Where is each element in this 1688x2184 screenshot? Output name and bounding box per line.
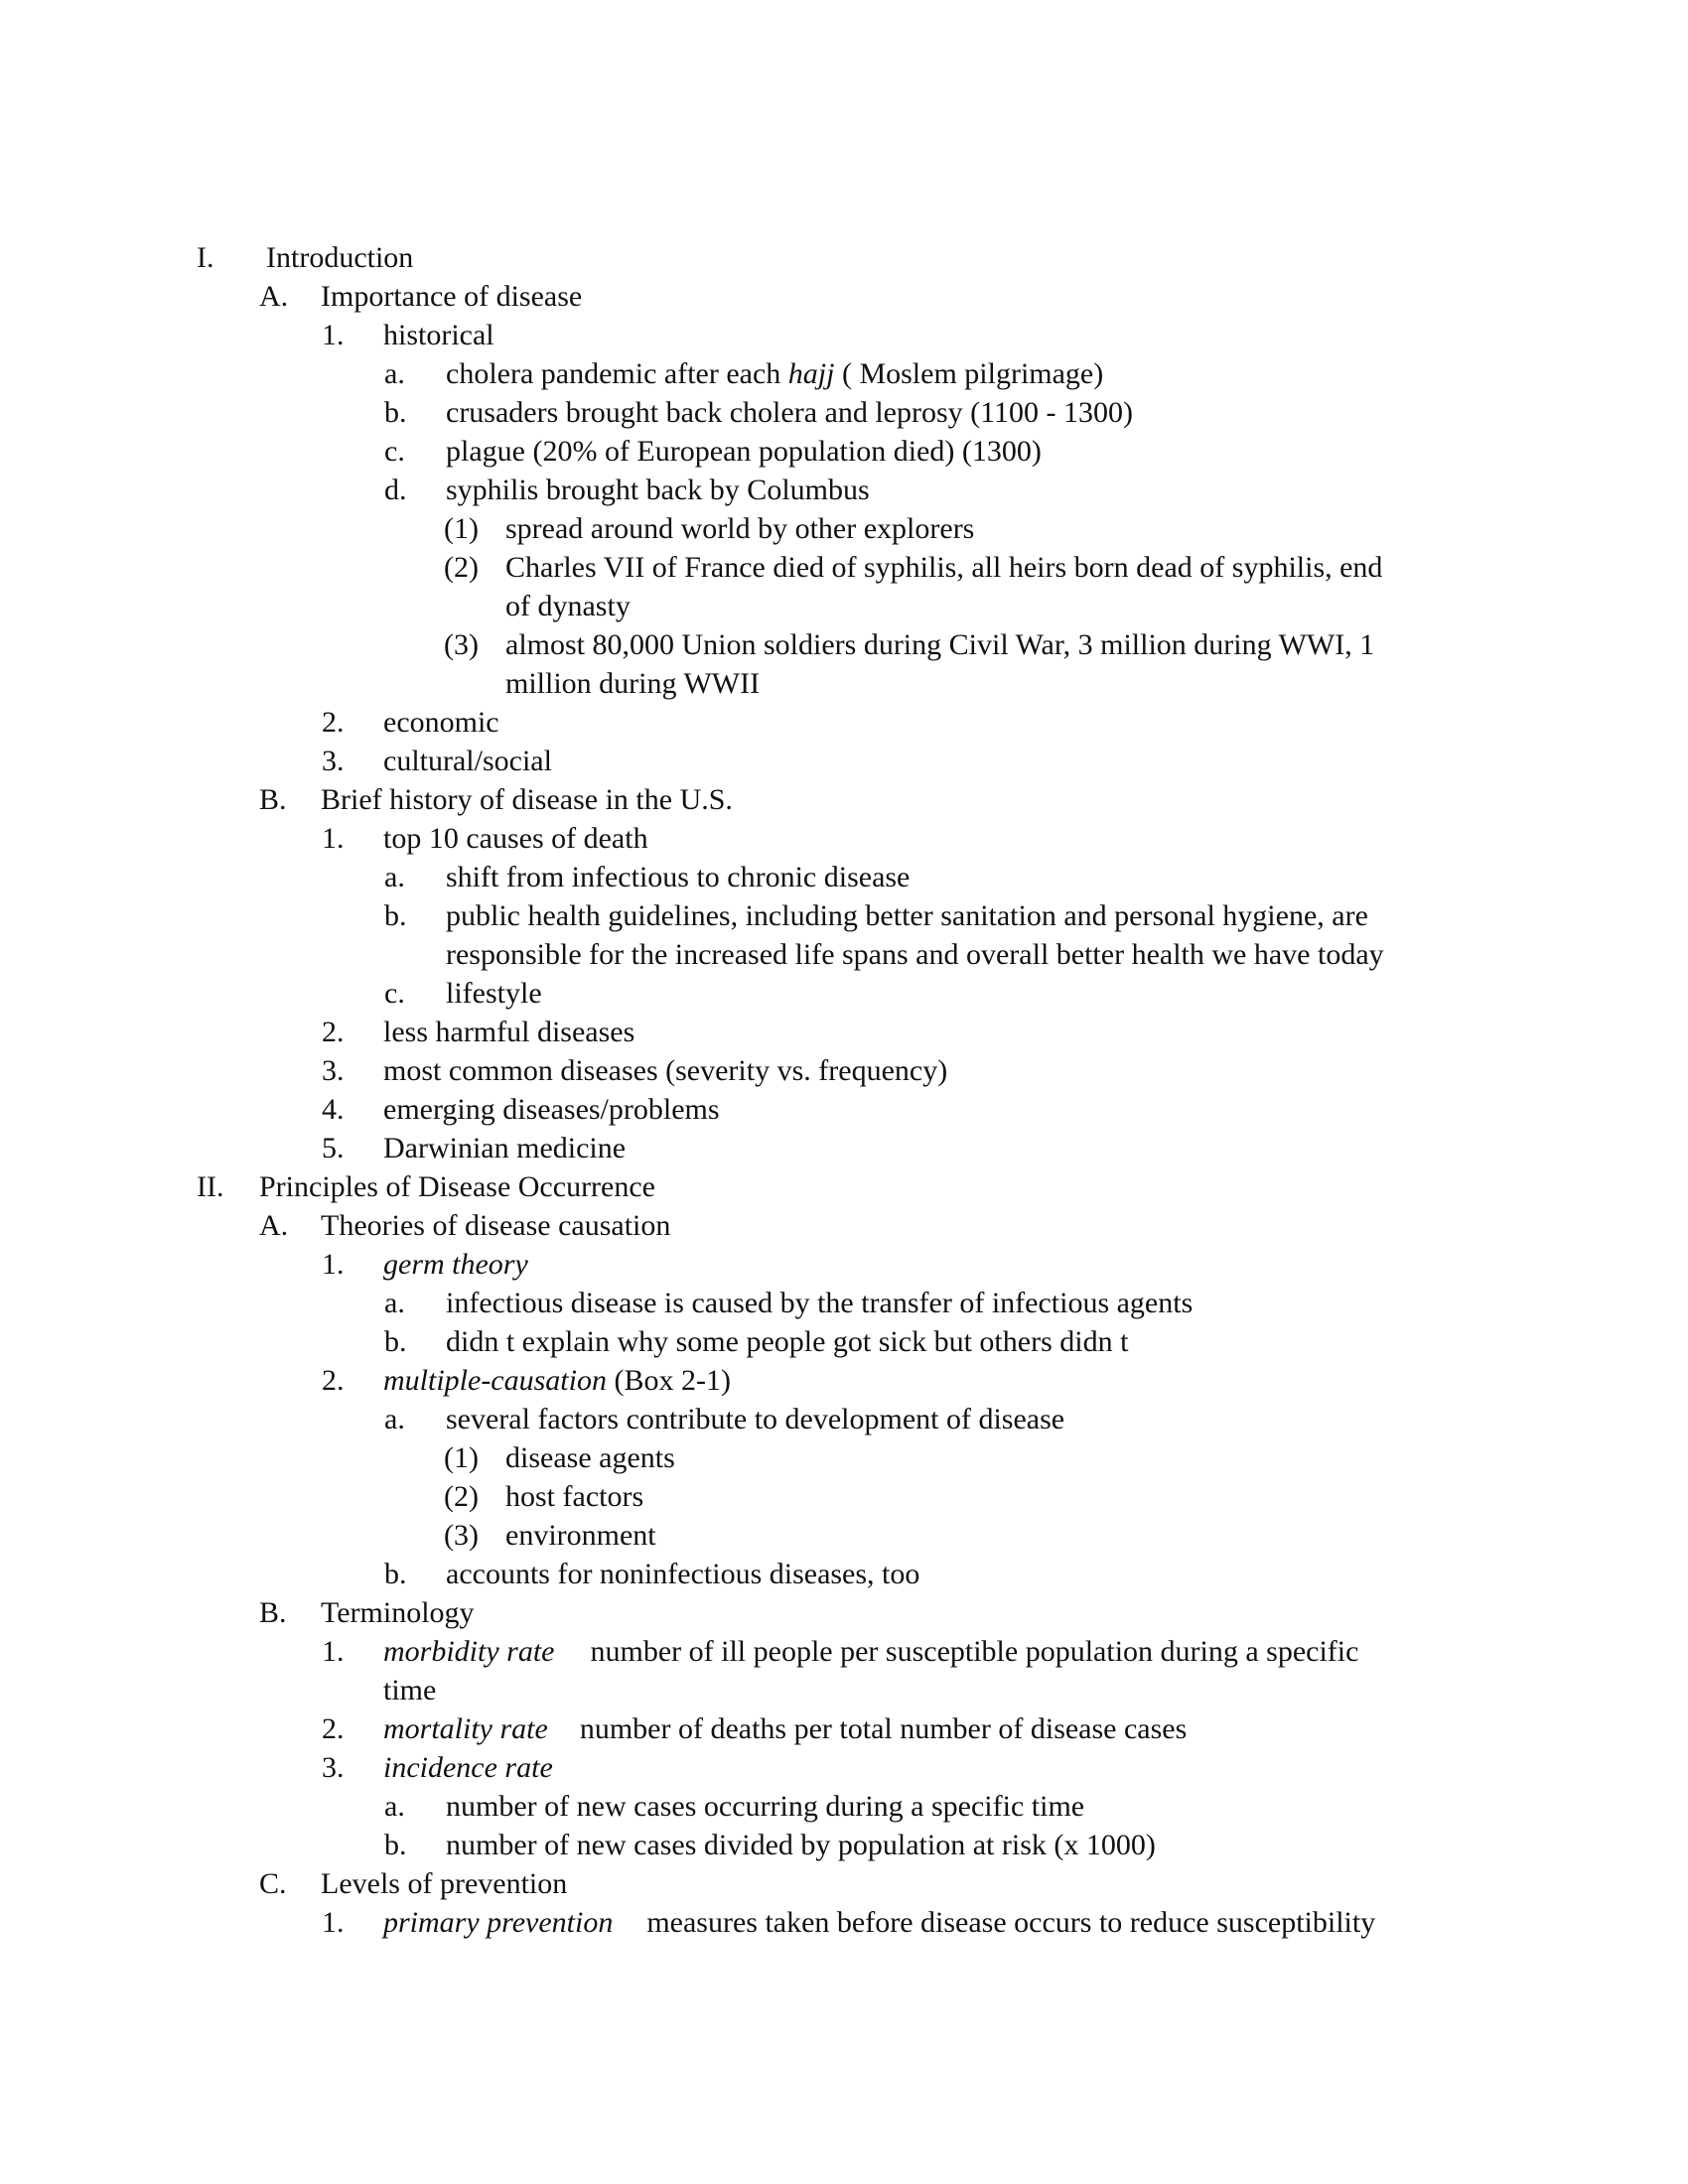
- outline-marker: 3.: [322, 1054, 345, 1087]
- outline-text: [383, 1903, 1375, 1942]
- outline-item: [444, 1516, 1238, 1555]
- outline-text: time: [383, 1674, 437, 1706]
- outline-item: [322, 1245, 1116, 1284]
- outline-marker: c.: [384, 435, 405, 468]
- outline-text: public health guidelines, including better sanitation and personal hygiene, are: [446, 899, 1368, 932]
- outline-marker: a.: [384, 1287, 405, 1319]
- text-run: ( Moslem pilgrimage): [834, 357, 1104, 390]
- outline-text: [446, 354, 1103, 393]
- outline-text: disease agents: [505, 1441, 675, 1474]
- outline-item: [322, 1090, 1116, 1129]
- outline-text: Principles of Disease Occurrence: [259, 1170, 655, 1203]
- outline-text: [383, 1361, 731, 1400]
- outline-text: top 10 causes of death: [383, 822, 648, 855]
- term-italic: hajj: [787, 357, 835, 390]
- outline-text: Charles VII of France died of syphilis, all heirs born dead of syphilis, end: [505, 551, 1383, 584]
- outline-marker: (3): [444, 1519, 479, 1552]
- outline-item: [322, 316, 917, 354]
- outline-item: [259, 1206, 1153, 1245]
- outline-item: [444, 625, 1536, 664]
- outline-marker: (2): [444, 551, 479, 584]
- outline-marker: b.: [384, 1325, 407, 1358]
- term-italic: multiple-causation: [383, 1364, 607, 1397]
- outline-text: Darwinian medicine: [383, 1132, 627, 1164]
- outline-text: of dynasty: [505, 590, 631, 622]
- outline-item: [322, 1013, 1116, 1051]
- outline-marker: (1): [444, 512, 479, 545]
- outline-item: [322, 1361, 1215, 1400]
- outline-item: [259, 1864, 1054, 1903]
- outline-marker: 2.: [322, 1364, 345, 1397]
- outline-marker: 2.: [322, 1712, 345, 1745]
- definition-text: number of deaths per total number of disease cases: [579, 1712, 1188, 1745]
- outline-text: Brief history of disease in the U.S.: [321, 783, 733, 816]
- outline-text: million during WWII: [505, 667, 761, 700]
- outline-marker: II.: [197, 1170, 224, 1203]
- text-run: (Box 2-1): [606, 1364, 731, 1397]
- outline-item: [384, 858, 1477, 896]
- outline-text: shift from infectious to chronic disease: [446, 861, 911, 893]
- outline-item: [444, 509, 1536, 548]
- outline-text: historical: [383, 319, 494, 351]
- outline-text: [383, 1748, 553, 1787]
- outline-text: most common diseases (severity vs. frequency): [383, 1054, 948, 1087]
- outline-marker: 2.: [322, 1016, 345, 1048]
- outline-marker: d.: [384, 474, 407, 506]
- outline-item: [322, 1632, 1563, 1671]
- outline-marker: B.: [259, 1596, 287, 1629]
- outline-item: [322, 1903, 1613, 1942]
- outline-item: [384, 1400, 1477, 1438]
- outline-item: [384, 1322, 1477, 1361]
- outline-text: almost 80,000 Union soldiers during Civil War, 3 million during WWI, 1: [505, 628, 1375, 661]
- outline-marker: 4.: [322, 1093, 345, 1126]
- outline-marker: a.: [384, 1790, 405, 1823]
- outline-marker: 1.: [322, 1635, 345, 1668]
- outline-item: [322, 1051, 1215, 1090]
- outline-marker: B.: [259, 783, 287, 816]
- definition-text: measures taken before disease occurs to reduce susceptibility: [646, 1906, 1376, 1939]
- outline-item: [322, 703, 917, 742]
- outline-marker: 1.: [322, 1906, 345, 1939]
- outline-marker: 1.: [322, 1248, 345, 1281]
- outline-text: emerging diseases/problems: [383, 1093, 720, 1126]
- outline-item: [384, 974, 980, 1013]
- term-italic: incidence rate: [383, 1751, 553, 1784]
- outline-item: [384, 393, 1477, 432]
- outline-text: cultural/social: [383, 745, 552, 777]
- outline-marker: I.: [197, 241, 214, 274]
- outline-continuation: [383, 1671, 979, 1709]
- term-italic: germ theory: [383, 1248, 528, 1281]
- outline-marker: 1.: [322, 822, 345, 855]
- term-italic: mortality rate: [383, 1712, 548, 1745]
- definition-text: number of ill people per susceptible population during a specific: [590, 1635, 1359, 1668]
- outline-marker: b.: [384, 396, 407, 429]
- outline-item: [384, 1787, 1477, 1826]
- outline-item: [197, 238, 693, 277]
- outline-text: Introduction: [266, 241, 414, 274]
- outline-marker: (1): [444, 1441, 479, 1474]
- outline-text: several factors contribute to development of disease: [446, 1403, 1065, 1435]
- outline-marker: a.: [384, 1403, 405, 1435]
- outline-continuation: [505, 587, 1498, 625]
- outline-marker: 2.: [322, 706, 345, 739]
- outline-item: [322, 1709, 1563, 1748]
- outline-item: [197, 1167, 1090, 1206]
- outline-marker: b.: [384, 1558, 407, 1590]
- outline-text: infectious disease is caused by the transfer of infectious agents: [446, 1287, 1194, 1319]
- outline-marker: A.: [259, 280, 289, 313]
- outline-marker: C.: [259, 1867, 287, 1900]
- outline-text: environment: [505, 1519, 656, 1552]
- outline-marker: (2): [444, 1480, 479, 1513]
- outline-text: accounts for noninfectious diseases, too: [446, 1558, 920, 1590]
- outline-marker: b.: [384, 1829, 407, 1861]
- outline-text: responsible for the increased life spans and overall better health we have today: [446, 938, 1384, 971]
- outline-text: number of new cases occurring during a specific time: [446, 1790, 1085, 1823]
- outline-marker: b.: [384, 899, 407, 932]
- outline-text: Levels of prevention: [321, 1867, 568, 1900]
- outline-item: [322, 819, 1116, 858]
- outline-item: [259, 277, 855, 316]
- outline-text: less harmful diseases: [383, 1016, 635, 1048]
- outline-text: economic: [383, 706, 499, 739]
- outline-text: Terminology: [321, 1596, 475, 1629]
- outline-marker: c.: [384, 977, 405, 1010]
- outline-continuation: [505, 664, 1498, 703]
- outline-marker: a.: [384, 861, 405, 893]
- term-italic: morbidity rate: [383, 1635, 555, 1668]
- outline-marker: 1.: [322, 319, 345, 351]
- text-run: cholera pandemic after each: [446, 357, 788, 390]
- outline-text: [383, 1245, 528, 1284]
- outline-text: host factors: [505, 1480, 644, 1513]
- outline-text: [383, 1709, 1187, 1748]
- outline-item: [384, 354, 1477, 393]
- outline-item: [259, 780, 1054, 819]
- outline-text: [383, 1632, 1358, 1671]
- outline-marker: (3): [444, 628, 479, 661]
- outline-item: [384, 471, 1477, 509]
- outline-item: [384, 896, 1576, 935]
- outline-item: [384, 1284, 1477, 1322]
- outline-item: [384, 1826, 1477, 1864]
- outline-item: [322, 742, 917, 780]
- outline-item: [384, 1555, 1477, 1593]
- outline-text: number of new cases divided by population at risk (x 1000): [446, 1829, 1156, 1861]
- outline-marker: 3.: [322, 745, 345, 777]
- outline-text: syphilis brought back by Columbus: [446, 474, 870, 506]
- outline-text: lifestyle: [446, 977, 542, 1010]
- outline-item: [444, 1438, 1238, 1477]
- outline-marker: a.: [384, 357, 405, 390]
- outline-continuation: [446, 935, 1637, 974]
- outline-text: plague (20% of European population died) (1300): [446, 435, 1042, 468]
- term-italic: primary prevention: [383, 1906, 614, 1939]
- outline-item: [384, 432, 1477, 471]
- outline-text: didn t explain why some people got sick but others didn t: [446, 1325, 1129, 1358]
- outline-marker: A.: [259, 1209, 289, 1242]
- outline-item: [322, 1129, 1116, 1167]
- outline-text: crusaders brought back cholera and leprosy (1100 - 1300): [446, 396, 1133, 429]
- outline-marker: 3.: [322, 1751, 345, 1784]
- outline-item: [444, 548, 1536, 587]
- outline-item: [444, 1477, 1238, 1516]
- outline-text: spread around world by other explorers: [505, 512, 975, 545]
- outline-item: [259, 1593, 1054, 1632]
- outline-text: Theories of disease causation: [321, 1209, 671, 1242]
- outline-item: [322, 1748, 1116, 1787]
- outline-text: Importance of disease: [321, 280, 583, 313]
- outline-marker: 5.: [322, 1132, 345, 1164]
